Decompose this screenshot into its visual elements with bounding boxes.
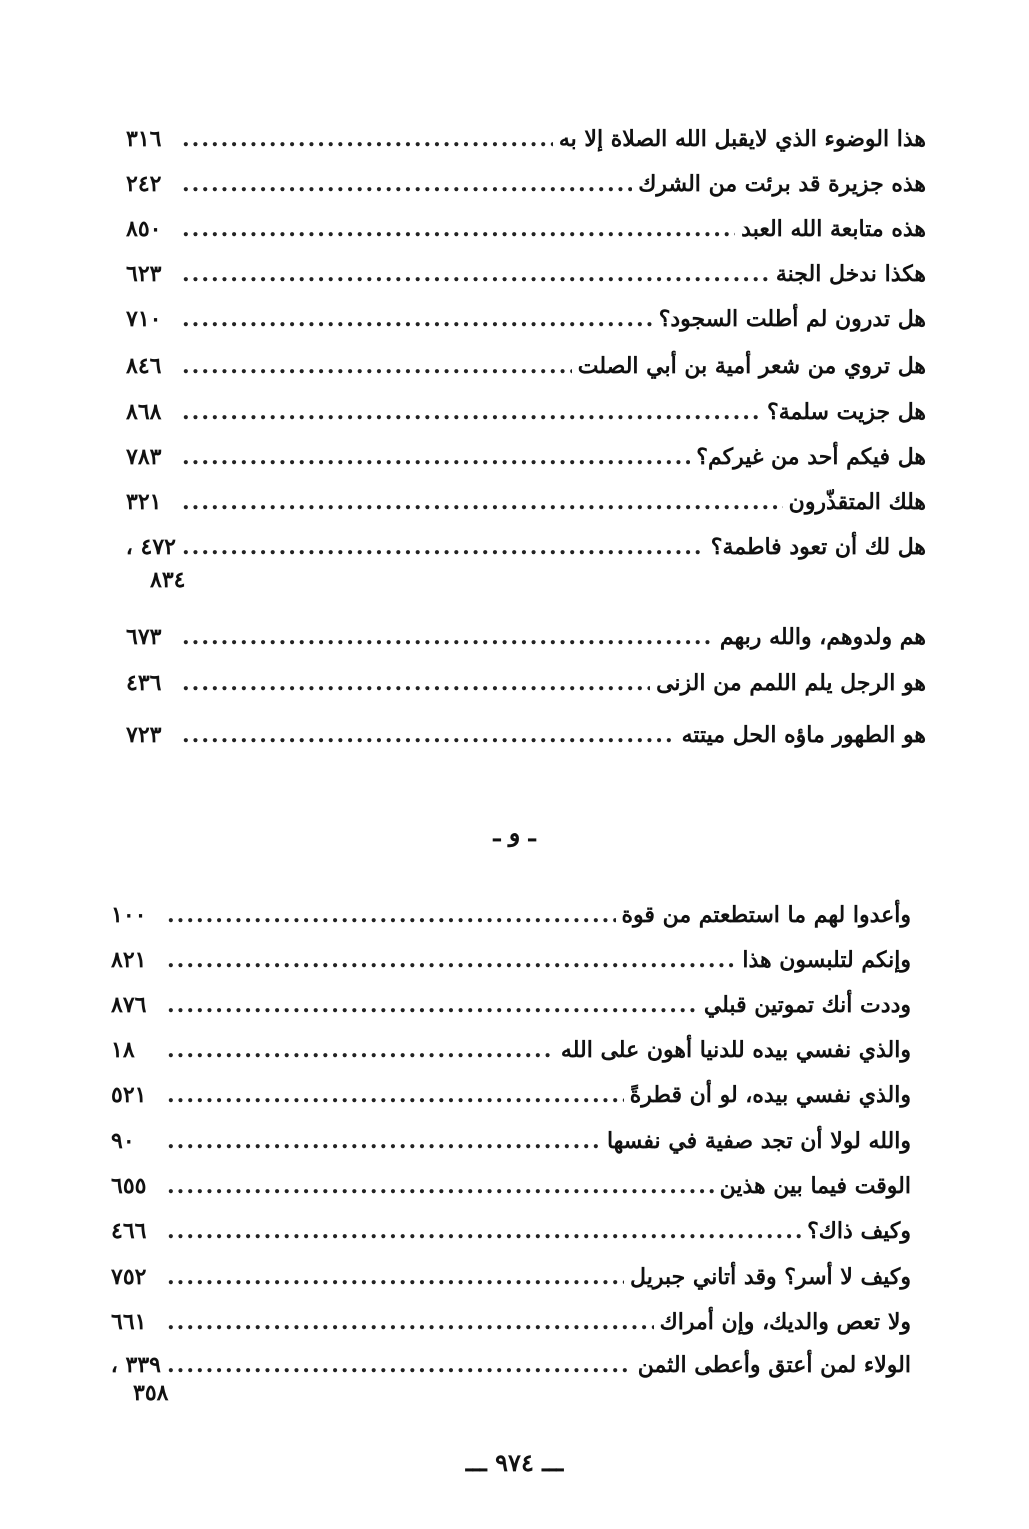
entry-page: ٨٧٦: [111, 992, 147, 1018]
entry-text: الولاء لمن أعتق وأعطى الثمن: [637, 1352, 911, 1378]
index-entry: [126, 214, 926, 244]
entry-page: ٨٥٠: [126, 216, 162, 242]
entry-page: ٦٥٥: [111, 1173, 147, 1199]
leader-dots: [167, 1171, 714, 1201]
index-entry: [126, 487, 926, 517]
entry-text: الوقت فيما بين هذين: [719, 1173, 911, 1199]
entry-text: هل فيكم أحد من غيركم؟: [696, 444, 926, 470]
index-entry: [111, 1262, 911, 1292]
leader-dots: [182, 720, 676, 750]
entry-page: ٧٨٣: [126, 444, 162, 470]
index-entry: [111, 1216, 911, 1246]
index-entry: [111, 1171, 911, 1201]
entry-page: ١٠٠: [111, 902, 147, 928]
entry-text: والله لولا أن تجد صفية في نفسها: [606, 1128, 911, 1154]
entry-page: ٦٦١: [111, 1309, 147, 1335]
entry-page: ٧٢٣: [126, 722, 162, 748]
leader-dots: [182, 487, 783, 517]
entry-text: هل تروي من شعر أمية بن أبي الصلت: [577, 353, 926, 379]
entry-text: هو الرجل يلم اللمم من الزنى: [656, 670, 926, 696]
leader-dots: [182, 622, 714, 652]
entry-page: ٨٤٦: [126, 353, 162, 379]
leader-dots: [167, 1262, 624, 1292]
entry-page: ٤٦٦: [111, 1218, 147, 1244]
leader-dots: [182, 214, 735, 244]
entry-text: هم ولدوهم، والله ربهم: [719, 624, 926, 650]
entry-page: ٦٧٣: [126, 624, 162, 650]
entry-text: والذي نفسي بيده للدنيا أهون على الله: [560, 1037, 911, 1063]
leader-dots: [167, 945, 736, 975]
entry-text: وكيف ذاك؟: [807, 1218, 911, 1244]
index-entry: [111, 1307, 911, 1337]
entry-page: ٧٥٢: [111, 1264, 147, 1290]
leader-dots: [167, 990, 698, 1020]
leader-dots: [167, 1080, 624, 1110]
leader-dots: [182, 124, 553, 154]
leader-dots: [182, 169, 632, 199]
entry-text: هل جزيت سلمة؟: [767, 399, 926, 425]
index-entry: [126, 442, 926, 472]
entry-text: ولا تعص والديك، وإن أمراك: [659, 1309, 911, 1335]
leader-dots: [182, 397, 761, 427]
leader-dots: [182, 304, 653, 334]
page-continuation: ٨٣٤: [150, 567, 186, 593]
entry-text: هل لك أن تعود فاطمة؟: [710, 534, 926, 560]
index-entry: [126, 720, 926, 750]
entry-text: وددت أنك تموتين قبلي: [703, 992, 911, 1018]
entry-text: وأعدوا لهم ما استطعتم من قوة: [621, 902, 911, 928]
entry-page: ٩٠: [111, 1128, 135, 1154]
index-entry: [111, 1035, 911, 1065]
entry-text: وكيف لا أسر؟ وقد أتاني جبريل: [630, 1264, 911, 1290]
index-entry: [111, 1350, 911, 1380]
index-entry: [111, 1080, 911, 1110]
entry-page: ٣١٦: [126, 126, 162, 152]
entry-text: هو الطهور ماؤه الحل ميتته: [681, 722, 926, 748]
index-entry: [126, 622, 926, 652]
entry-text: هلك المتقذّرون: [788, 489, 926, 515]
index-entry: [126, 124, 926, 154]
entry-text: هذه متابعة الله العبد: [741, 216, 926, 242]
index-entry: [126, 397, 926, 427]
entry-text: وإنكم لتلبسون هذا: [742, 947, 911, 973]
entry-page: ٦٢٣: [126, 261, 162, 287]
leader-dots: [182, 442, 690, 472]
entry-page: ٧١٠: [126, 306, 162, 332]
index-entry: [111, 990, 911, 1020]
entry-page: ٣٣٩ ،: [110, 1352, 161, 1378]
entry-page: ٤٣٦: [126, 670, 162, 696]
page-continuation: ٣٥٨: [133, 1380, 169, 1406]
index-entry: [126, 351, 926, 381]
section-heading: ـ و ـ: [493, 818, 536, 847]
leader-dots: [167, 1035, 555, 1065]
index-entry: [126, 304, 926, 334]
leader-dots: [182, 532, 705, 562]
index-entry: [111, 1126, 911, 1156]
entry-page: ٥٢١: [111, 1082, 147, 1108]
entry-page: ٣٢١: [126, 489, 162, 515]
leader-dots: [182, 259, 770, 289]
leader-dots: [167, 900, 616, 930]
entry-text: والذي نفسي بيده، لو أن قطرةً: [629, 1082, 911, 1108]
entry-text: هل تدرون لم أطلت السجود؟: [658, 306, 926, 332]
index-entry: [111, 945, 911, 975]
entry-page: ١٨: [111, 1037, 135, 1063]
index-entry: [126, 668, 926, 698]
entry-text: هذه جزيرة قد برئت من الشرك: [638, 171, 926, 197]
entry-text: هذا الوضوء الذي لايقبل الله الصلاة إلا به: [558, 126, 926, 152]
entry-page: ٢٤٢: [126, 171, 162, 197]
leader-dots: [167, 1126, 601, 1156]
page-number: ـــ ٩٧٤ ـــ: [465, 1448, 564, 1477]
index-entry: [111, 900, 911, 930]
leader-dots: [182, 668, 650, 698]
entry-page: ٤٧٢ ،: [125, 534, 176, 560]
leader-dots: [182, 351, 572, 381]
index-entry: [126, 532, 926, 562]
entry-page: ٨٢١: [111, 947, 147, 973]
entry-text: هكذا ندخل الجنة: [775, 261, 926, 287]
leader-dots: [167, 1350, 632, 1380]
leader-dots: [167, 1307, 654, 1337]
index-entry: [126, 259, 926, 289]
leader-dots: [167, 1216, 801, 1246]
index-entry: [126, 169, 926, 199]
entry-page: ٨٦٨: [126, 399, 162, 425]
